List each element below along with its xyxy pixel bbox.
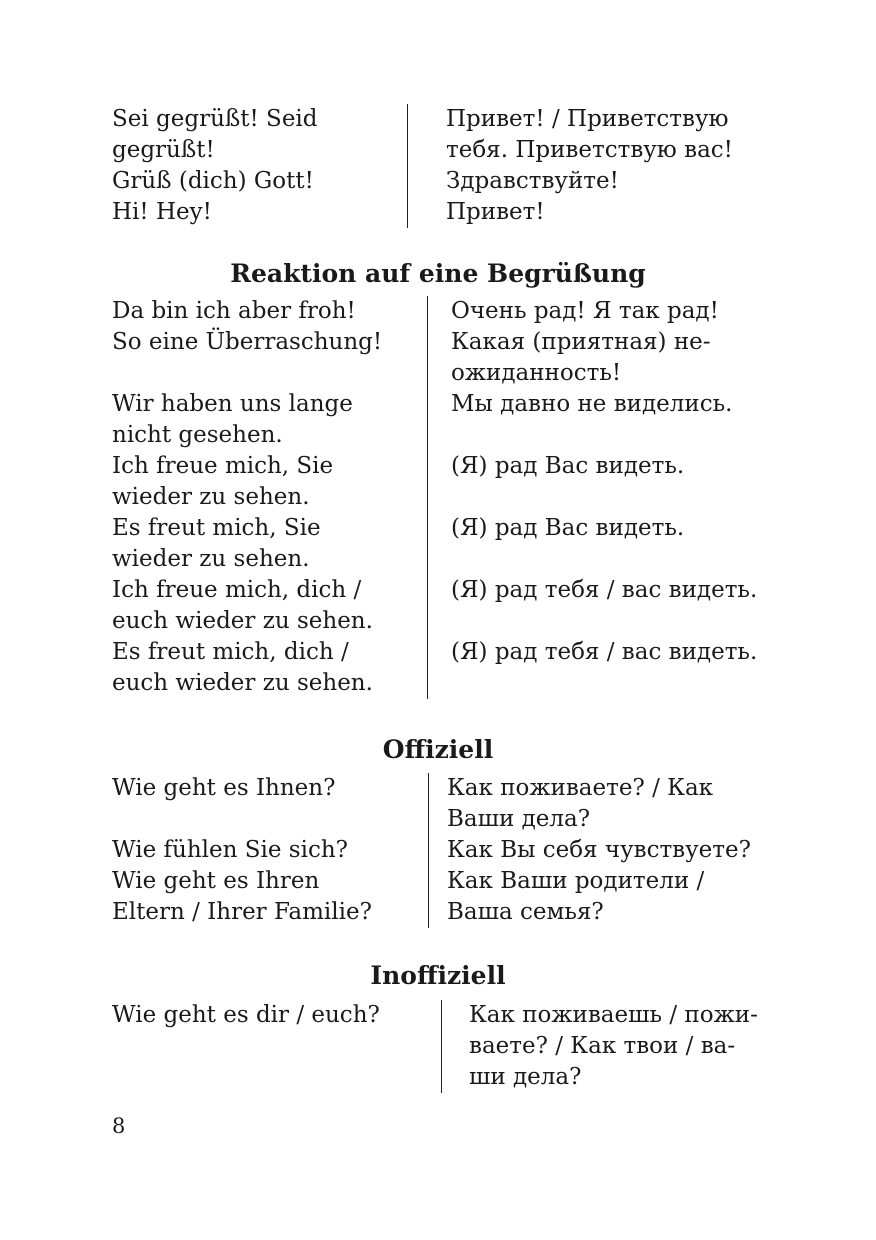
german-column: Wie geht es dir / euch? <box>112 1002 380 1028</box>
russian-column: Как поживаешь / пожи- ваете? / Как твои / ва- ши дела? <box>469 1002 758 1090</box>
column-divider <box>441 1000 442 1093</box>
column-divider <box>428 773 429 928</box>
column-divider <box>427 296 428 699</box>
russian-column: Привет! / Приветствую тебя. Приветствую вас! Здравствуйте! Привет! <box>446 106 733 225</box>
section-heading-unofficial: Inoffiziell <box>370 961 506 990</box>
phrase-block-reaction <box>112 296 816 699</box>
phrase-block-unofficial <box>112 1000 816 1093</box>
column-divider <box>407 104 408 228</box>
russian-column: Очень рад! Я так рад! Какая (приятная) не- ожиданность! Мы давно не виделись. (Я) рад Вас видеть. (Я) рад Вас видеть. (Я) рад тебя / вас видеть. (Я) рад тебя / вас видеть. <box>451 298 758 665</box>
german-column: Wie geht es Ihnen? Wie fühlen Sie sich? Wie geht es Ihren Eltern / Ihrer Familie? <box>112 775 372 925</box>
section-heading-official: Offiziell <box>382 735 494 764</box>
phrase-block-official <box>112 773 816 928</box>
section-heading-reaction: Reaktion auf eine Begrüßung <box>230 259 646 288</box>
german-column: Sei gegrüßt! Seid gegrüßt! Grüß (dich) Gott! Hi! Hey! <box>112 106 318 225</box>
phrase-block-greetings <box>112 104 816 228</box>
german-column: Da bin ich aber froh! So eine Überraschung! Wir haben uns lange nicht gesehen. Ich freue mich, Sie wieder zu sehen. Es freut mich, Sie wieder zu sehen. Ich freue mich, dich / euch wieder zu sehen. Es freut mich, dich / euch wieder zu sehen. <box>112 298 383 696</box>
page-number: 8 <box>112 1114 126 1138</box>
russian-column: Как поживаете? / Как Ваши дела? Как Вы себя чувствуете? Как Ваши родители / Ваша семья? <box>447 775 751 925</box>
